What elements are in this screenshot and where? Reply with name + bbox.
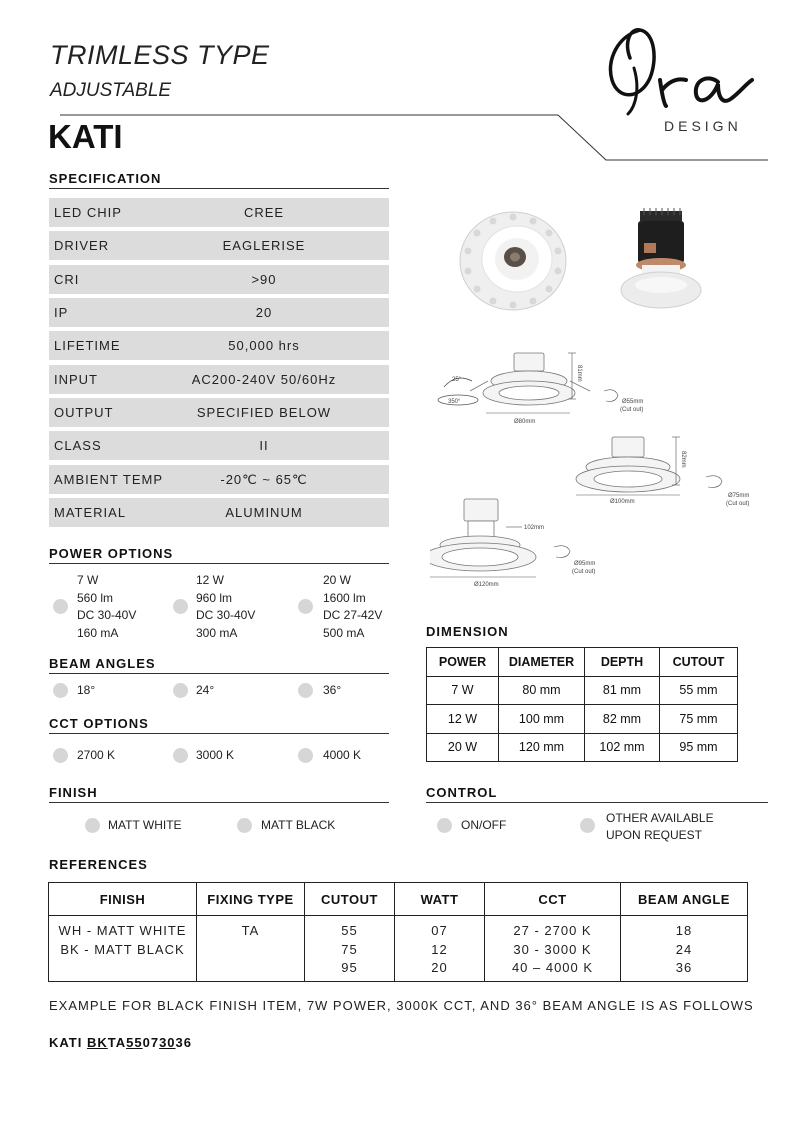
beam-radio-36[interactable] bbox=[298, 683, 313, 698]
cct-radio-3000[interactable] bbox=[173, 748, 188, 763]
product-photo-side bbox=[612, 205, 707, 315]
power-radio-20w[interactable] bbox=[298, 599, 313, 614]
spec-row-input bbox=[49, 365, 389, 394]
spec-row-led-chip bbox=[49, 198, 389, 227]
finish-radio-matt-white[interactable] bbox=[85, 818, 100, 833]
cct-radio-2700[interactable] bbox=[53, 748, 68, 763]
power-dc: DC 30-40V bbox=[196, 608, 256, 622]
dimension-cell: 12 W bbox=[427, 705, 499, 734]
dimension-header-row bbox=[427, 648, 738, 677]
dimension-cell: 95 mm bbox=[660, 733, 738, 762]
references-header: FINISH bbox=[49, 883, 197, 916]
spec-label: AMBIENT TEMP bbox=[54, 472, 164, 487]
power-lumen: 1600 lm bbox=[323, 590, 366, 605]
brand-word: DESIGN bbox=[664, 118, 742, 134]
cct-options-title: CCT OPTIONS bbox=[49, 716, 149, 731]
references-fixing-cell bbox=[197, 916, 305, 982]
table-row bbox=[49, 916, 748, 982]
dimension-cell: 7 W bbox=[427, 676, 499, 705]
cct-option-4000: 4000 K bbox=[323, 748, 362, 762]
dimension-cell: 75 mm bbox=[660, 705, 738, 734]
ref-cutout-value: 55 bbox=[341, 923, 358, 938]
references-header: WATT bbox=[395, 883, 485, 916]
spec-label: LED CHIP bbox=[54, 205, 122, 220]
dimension-cell: 81 mm bbox=[585, 676, 660, 705]
dimension-header: DEPTH bbox=[585, 648, 660, 677]
spec-label: DRIVER bbox=[54, 238, 110, 253]
spec-label: OUTPUT bbox=[54, 405, 114, 420]
fixture-medium-drawing bbox=[576, 437, 680, 492]
spec-value: EAGLERISE bbox=[222, 238, 306, 253]
power-dc: DC 27-42V bbox=[323, 608, 383, 622]
code-part-finish: BK bbox=[86, 1035, 108, 1050]
example-text: EXAMPLE FOR BLACK FINISH ITEM, 7W POWER, 3000K CCT, AND 36° BEAM ANGLE IS AS FOLLOWS bbox=[49, 998, 754, 1013]
spec-value: ALUMINUM bbox=[225, 505, 303, 520]
control-other-line2: UPON REQUEST bbox=[606, 828, 703, 842]
power-options-title: POWER OPTIONS bbox=[49, 546, 174, 561]
dimension-title: DIMENSION bbox=[426, 624, 509, 639]
power-ma: 500 mA bbox=[323, 625, 365, 640]
control-radio-other[interactable] bbox=[580, 818, 595, 833]
spec-value: CREE bbox=[243, 205, 285, 220]
medium-cutout-label: Ø75mm bbox=[728, 493, 750, 499]
dimension-header: POWER bbox=[427, 648, 499, 677]
ref-finish-value: BK - MATT BLACK bbox=[60, 941, 185, 957]
spec-rule bbox=[49, 188, 389, 189]
large-diameter-label: Ø120mm bbox=[474, 582, 499, 588]
ref-cct-value: 40 – 4000 K bbox=[511, 960, 594, 975]
beam-radio-18[interactable] bbox=[53, 683, 68, 698]
beam-angles-title: BEAM ANGLES bbox=[49, 656, 156, 671]
references-cutout-cell bbox=[305, 916, 395, 982]
beam-option-18: 18° bbox=[77, 683, 96, 697]
beam-option-24: 24° bbox=[196, 683, 215, 697]
spec-row-material bbox=[49, 498, 389, 527]
beam-angles-rule bbox=[49, 673, 389, 674]
spec-row-ambient-temp bbox=[49, 465, 389, 494]
spec-value: AC200-240V 50/60Hz bbox=[191, 372, 337, 387]
beam-option-36: 36° bbox=[323, 683, 342, 697]
code-prefix: KATI bbox=[49, 1035, 87, 1050]
finish-option-matt-white: MATT WHITE bbox=[108, 818, 182, 832]
spec-row-cri bbox=[49, 265, 389, 294]
references-header-row bbox=[49, 883, 748, 916]
table-row bbox=[427, 705, 738, 734]
spec-value: SPECIFIED BELOW bbox=[196, 405, 332, 420]
references-watt-cell bbox=[395, 916, 485, 982]
cct-option-2700: 2700 K bbox=[77, 748, 116, 762]
power-dc: DC 30-40V bbox=[77, 608, 137, 622]
table-row bbox=[427, 676, 738, 705]
table-row bbox=[427, 733, 738, 762]
references-table bbox=[48, 882, 748, 982]
references-finish-cell bbox=[49, 916, 197, 982]
product-photo-front bbox=[455, 205, 575, 315]
cct-option-3000: 3000 K bbox=[196, 748, 235, 762]
control-radio-on-off[interactable] bbox=[437, 818, 452, 833]
spec-value: II bbox=[259, 438, 269, 453]
control-other-line1: OTHER AVAILABLE bbox=[606, 811, 714, 825]
rotate-label: 350° bbox=[448, 399, 461, 405]
control-option-other bbox=[606, 810, 714, 844]
power-lumen: 960 lm bbox=[196, 590, 233, 605]
references-cct-cell bbox=[485, 916, 621, 982]
power-radio-7w[interactable] bbox=[53, 599, 68, 614]
power-watt: 12 W bbox=[196, 573, 225, 587]
finish-title: FINISH bbox=[49, 785, 98, 800]
dimension-cell: 100 mm bbox=[499, 705, 585, 734]
ref-cutout-value: 95 bbox=[341, 960, 358, 975]
spec-value: 20 bbox=[255, 305, 273, 320]
power-option-20w bbox=[323, 572, 382, 642]
power-watt: 7 W bbox=[77, 573, 99, 587]
dimension-cell: 120 mm bbox=[499, 733, 585, 762]
ref-watt-value: 07 bbox=[431, 923, 448, 938]
ref-cct-value: 30 - 3000 K bbox=[513, 941, 592, 957]
large-cutout-note: (Cut out) bbox=[572, 569, 596, 575]
power-lumen: 560 lm bbox=[77, 590, 114, 605]
spec-label: IP bbox=[54, 305, 69, 320]
technical-drawings bbox=[430, 345, 770, 595]
dimension-cell: 80 mm bbox=[499, 676, 585, 705]
control-option-on-off: ON/OFF bbox=[461, 818, 507, 832]
spec-label: CLASS bbox=[54, 438, 102, 453]
references-header: BEAM ANGLE bbox=[621, 883, 748, 916]
spec-label: INPUT bbox=[54, 372, 98, 387]
ref-cct-value: 27 - 2700 K bbox=[513, 923, 592, 938]
finish-option-matt-black: MATT BLACK bbox=[261, 818, 336, 832]
medium-cutout-note: (Cut out) bbox=[726, 501, 750, 507]
spec-row-output bbox=[49, 398, 389, 427]
spec-value: 50,000 hrs bbox=[228, 338, 300, 353]
large-depth-label: 102mm bbox=[524, 525, 545, 531]
spec-label: LIFETIME bbox=[54, 338, 121, 353]
power-watt: 20 W bbox=[323, 573, 352, 587]
power-ma: 160 mA bbox=[77, 625, 119, 640]
power-option-7w bbox=[77, 572, 136, 642]
product-type: TRIMLESS TYPE bbox=[50, 40, 270, 70]
large-cutout-label: Ø95mm bbox=[574, 561, 596, 567]
ref-watt-value: 12 bbox=[431, 941, 448, 957]
code-part-watt: 07 bbox=[142, 1035, 160, 1050]
code-part-cct: 30 bbox=[159, 1035, 176, 1050]
ref-beam-value: 24 bbox=[675, 941, 693, 957]
spec-label: CRI bbox=[54, 272, 80, 287]
tilt-label: 25° bbox=[452, 377, 462, 383]
dimension-table bbox=[426, 647, 738, 762]
ref-watt-value: 20 bbox=[431, 960, 448, 975]
small-cutout-label: Ø55mm bbox=[622, 399, 644, 405]
product-subtype: ADJUSTABLE bbox=[50, 80, 172, 101]
spec-value: >90 bbox=[251, 272, 277, 287]
example-code bbox=[49, 1035, 192, 1050]
finish-rule bbox=[49, 802, 389, 803]
small-cutout-note: (Cut out) bbox=[620, 407, 644, 413]
power-option-12w bbox=[196, 572, 255, 642]
code-part-beam: 36 bbox=[175, 1035, 193, 1050]
spec-row-lifetime bbox=[49, 331, 389, 360]
spec-label: MATERIAL bbox=[54, 505, 127, 520]
code-part-cutout: 55 bbox=[126, 1035, 143, 1050]
spec-title: SPECIFICATION bbox=[49, 171, 162, 186]
ref-fixing-value: TA bbox=[241, 923, 260, 938]
ref-finish-value: WH - MATT WHITE bbox=[58, 923, 187, 938]
product-name: KATI bbox=[48, 118, 123, 155]
small-diameter-label: Ø80mm bbox=[514, 419, 536, 425]
power-ma: 300 mA bbox=[196, 625, 238, 640]
dimension-cell: 55 mm bbox=[660, 676, 738, 705]
medium-diameter-label: Ø100mm bbox=[610, 499, 635, 505]
cct-options-rule bbox=[49, 733, 389, 734]
spec-row-class bbox=[49, 431, 389, 460]
ref-cutout-value: 75 bbox=[341, 941, 358, 957]
spec-value: -20℃ ~ 65℃ bbox=[220, 471, 308, 487]
ref-beam-value: 36 bbox=[675, 960, 693, 975]
control-rule bbox=[426, 802, 768, 803]
small-depth-label: 81mm bbox=[576, 365, 582, 382]
dimension-header: CUTOUT bbox=[660, 648, 738, 677]
medium-depth-label: 82mm bbox=[680, 451, 686, 468]
dimension-cell: 102 mm bbox=[585, 733, 660, 762]
references-title: REFERENCES bbox=[49, 857, 148, 872]
cct-radio-4000[interactable] bbox=[298, 748, 313, 763]
references-header: CUTOUT bbox=[305, 883, 395, 916]
code-part-fixing: TA bbox=[107, 1035, 127, 1050]
fixture-large-drawing bbox=[430, 499, 536, 571]
spec-row-driver bbox=[49, 231, 389, 260]
control-title: CONTROL bbox=[426, 785, 498, 800]
dimension-header: DIAMETER bbox=[499, 648, 585, 677]
power-options-rule bbox=[49, 563, 389, 564]
power-radio-12w[interactable] bbox=[173, 599, 188, 614]
references-header: CCT bbox=[485, 883, 621, 916]
ref-beam-value: 18 bbox=[675, 923, 693, 938]
dimension-cell: 20 W bbox=[427, 733, 499, 762]
spec-row-ip bbox=[49, 298, 389, 327]
finish-radio-matt-black[interactable] bbox=[237, 818, 252, 833]
beam-radio-24[interactable] bbox=[173, 683, 188, 698]
dimension-cell: 82 mm bbox=[585, 705, 660, 734]
ora-logo bbox=[600, 18, 770, 118]
references-beam-cell bbox=[621, 916, 748, 982]
references-header: FIXING TYPE bbox=[197, 883, 305, 916]
